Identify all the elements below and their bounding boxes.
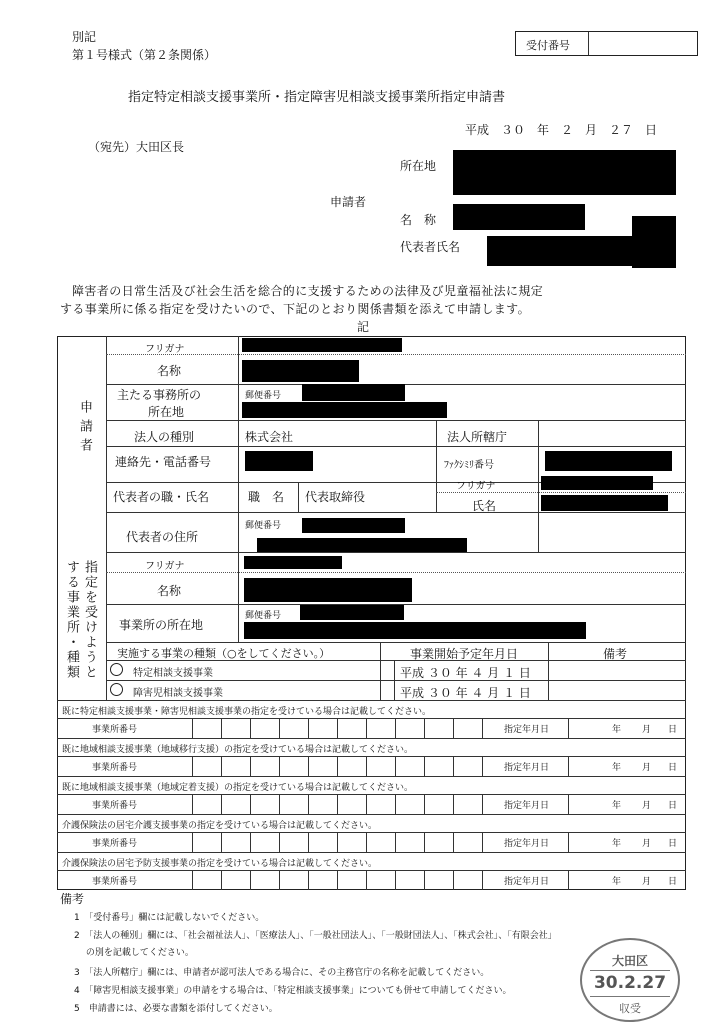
prior-digit-cell <box>221 756 222 776</box>
redacted-rep-postal <box>302 518 405 533</box>
prior-office-no-label: 事業所番号 <box>92 725 138 735</box>
prior-cell-divider <box>192 794 193 814</box>
intro-line-2: する事業所に係る指定を受けたいので、下記のとおり関係書類を添えて申請します。 <box>60 302 531 316</box>
submission-date: 平成 ３０ 年 ２ 月 ２７ 日 <box>465 123 658 137</box>
redacted-main-office <box>242 402 447 418</box>
contact-label: 連絡先・電話番号 <box>115 455 212 469</box>
prior-digit-cell <box>453 718 454 738</box>
prior-row-border <box>57 776 686 777</box>
notes-title: 備考 <box>60 892 85 906</box>
prior-digit-cell <box>279 870 280 890</box>
location-label: 所在地 <box>400 159 437 173</box>
prior-digit-cell <box>337 756 338 776</box>
prior-digit-cell <box>424 832 425 852</box>
prior-digit-cell <box>250 794 251 814</box>
prior-digit-cell <box>279 794 280 814</box>
prior-designated-label: 指定年月日 <box>504 725 550 735</box>
prior-day-label: 日 <box>668 877 678 887</box>
prior-row-border <box>57 814 686 815</box>
prior-office-no-label: 事業所番号 <box>92 877 138 887</box>
prior-day-label: 日 <box>668 725 678 735</box>
prior-note: 介護保険法の居宅介護支援事業の指定を受けている場合は記載してください。 <box>62 821 378 831</box>
prior-digit-cell <box>221 870 222 890</box>
applicant-side-label: 申請者 <box>77 400 92 457</box>
prior-row-border <box>57 738 686 739</box>
prior-cell-divider <box>192 870 193 890</box>
prior-digit-cell <box>250 870 251 890</box>
prior-year-label: 年 <box>612 725 622 735</box>
prior-digit-cell <box>366 794 367 814</box>
prior-digit-cell <box>453 794 454 814</box>
note-4: 4 「障害児相談支援事業」の申請をする場合は、「特定相談支援事業」についても併せて申請してください。 <box>74 986 512 996</box>
prior-month-label: 月 <box>642 725 652 735</box>
redacted-office-name <box>244 578 412 602</box>
office-side-label-b: する事業所・種類 <box>64 560 79 680</box>
prior-designated-label: 指定年月日 <box>504 801 550 811</box>
prior-row-divider <box>57 756 686 757</box>
rep-title-label: 代表者の職・氏名 <box>113 490 210 504</box>
receipt-stamp <box>580 938 680 1022</box>
prior-office-no-label: 事業所番号 <box>92 801 138 811</box>
corp-type-value: 株式会社 <box>245 430 294 444</box>
prior-digit-cell <box>482 756 483 776</box>
rep-address-label: 代表者の住所 <box>126 530 199 544</box>
prior-digit-cell <box>424 794 425 814</box>
service-1-circle[interactable] <box>110 663 123 676</box>
prior-digit-cell <box>308 870 309 890</box>
prior-digit-cell <box>337 832 338 852</box>
prior-row-divider <box>57 832 686 833</box>
prior-digit-cell <box>453 870 454 890</box>
prior-digit-cell <box>308 718 309 738</box>
prior-date-divider <box>568 870 569 890</box>
corp-authority-label: 法人所轄庁 <box>447 430 508 444</box>
service-2-name: 障害児相談支援事業 <box>133 688 223 699</box>
redacted-furigana <box>242 338 402 352</box>
prior-year-label: 年 <box>612 801 622 811</box>
receipt-number-box <box>515 31 698 56</box>
office-name-label: 名称 <box>157 584 182 598</box>
postal-label: 郵便番号 <box>245 391 282 401</box>
position-value: 代表取締役 <box>305 490 366 504</box>
redacted-name <box>453 204 585 230</box>
office-furigana-label: フリガナ <box>145 561 185 572</box>
main-office-label: 主たる事務所の <box>117 388 202 402</box>
prior-digit-cell <box>395 794 396 814</box>
name-label: 名 称 <box>400 213 437 227</box>
redacted-location <box>453 150 676 195</box>
prior-month-label: 月 <box>642 877 652 887</box>
rep-postal-label: 郵便番号 <box>245 521 282 531</box>
prior-date-divider <box>568 794 569 814</box>
stamp-date: 30.2.27 <box>593 973 667 993</box>
prior-digit-cell <box>482 832 483 852</box>
prior-digit-cell <box>279 756 280 776</box>
prior-office-no-label: 事業所番号 <box>92 763 138 773</box>
note-5: 5 申請書には、必要な書類を添付してください。 <box>74 1004 278 1014</box>
furigana-label: フリガナ <box>145 344 185 355</box>
prior-row-divider <box>57 794 686 795</box>
prior-digit-cell <box>482 794 483 814</box>
prior-digit-cell <box>482 718 483 738</box>
redacted-office-location <box>244 622 586 639</box>
corp-type-label: 法人の種別 <box>134 430 195 444</box>
intro-line-1: 障害者の日常生活及び社会生活を総合的に支援するための法律及び児童福祉法に規定 <box>72 284 544 298</box>
note-3: 3 「法人所轄庁」欄には、申請者が認可法人である場合に、その主務官庁の名称を記載してください。 <box>74 968 490 978</box>
prior-digit-cell <box>250 756 251 776</box>
prior-digit-cell <box>308 832 309 852</box>
prior-digit-cell <box>337 870 338 890</box>
prior-date-divider <box>568 718 569 738</box>
prior-office-no-label: 事業所番号 <box>92 839 138 849</box>
representative-label: 代表者氏名 <box>400 240 461 254</box>
prior-digit-cell <box>337 794 338 814</box>
rep-furigana-label: フリガナ <box>456 481 496 492</box>
services-header: 実施する事業の種類（○をしてください。） <box>117 647 331 660</box>
annex-label: 別記 <box>72 30 97 44</box>
position-label: 職 名 <box>248 490 285 504</box>
prior-date-divider <box>568 832 569 852</box>
prior-cell-divider <box>192 832 193 852</box>
service-2-circle[interactable] <box>110 683 123 696</box>
prior-digit-cell <box>250 718 251 738</box>
prior-digit-cell <box>395 718 396 738</box>
prior-year-label: 年 <box>612 839 622 849</box>
office-location-label: 事業所の所在地 <box>119 618 204 632</box>
redacted-org-name <box>242 360 359 382</box>
office-side-label-a: 指定を受けようと <box>82 560 97 680</box>
prior-digit-cell <box>395 870 396 890</box>
ki-label: 記 <box>357 320 370 334</box>
rep-name-label: 氏名 <box>472 499 497 513</box>
prior-digit-cell <box>366 756 367 776</box>
prior-digit-cell <box>366 870 367 890</box>
prior-year-label: 年 <box>612 763 622 773</box>
prior-date-divider <box>568 756 569 776</box>
prior-day-label: 日 <box>668 763 678 773</box>
prior-digit-cell <box>308 794 309 814</box>
redacted-representative <box>487 236 635 266</box>
redacted-rep-furigana <box>541 476 653 490</box>
note-1: 1 「受付番号」欄には記載しないでください。 <box>74 913 265 923</box>
fax-label: ﾌｧｸｼﾐﾘ番号 <box>444 460 494 471</box>
redacted-office-postal <box>300 605 404 620</box>
redacted-postal <box>302 384 405 401</box>
prior-digit-cell <box>250 832 251 852</box>
prior-digit-cell <box>424 870 425 890</box>
stamp-bottom: 収受 <box>619 1002 641 1015</box>
prior-year-label: 年 <box>612 877 622 887</box>
prior-month-label: 月 <box>642 801 652 811</box>
redacted-rep-address <box>257 538 467 552</box>
note-2-cont: の別を記載してください。 <box>74 948 194 958</box>
prior-note: 既に特定相談支援事業・障害児相談支援事業の指定を受けている場合は記載してください。 <box>62 707 432 717</box>
prior-digit-cell <box>424 718 425 738</box>
prior-digit-cell <box>482 870 483 890</box>
redacted-phone <box>245 451 313 471</box>
service-2-start: 平成 ３０ 年 ４ 月 １ 日 <box>400 686 531 700</box>
redacted-seal <box>632 216 676 268</box>
prior-designated-label: 指定年月日 <box>504 877 550 887</box>
org-name-label: 名称 <box>157 364 182 378</box>
prior-row-border <box>57 852 686 853</box>
prior-digit-cell <box>221 794 222 814</box>
prior-row-divider <box>57 718 686 719</box>
prior-designated-label: 指定年月日 <box>504 839 550 849</box>
service-1-start: 平成 ３０ 年 ４ 月 １ 日 <box>400 666 531 680</box>
prior-note: 介護保険法の居宅予防支援事業の指定を受けている場合は記載してください。 <box>62 859 378 869</box>
applicant-label: 申請者 <box>330 195 367 209</box>
prior-digit-cell <box>453 832 454 852</box>
redacted-office-furigana <box>244 556 342 569</box>
prior-digit-cell <box>453 756 454 776</box>
service-1-name: 特定相談支援事業 <box>133 668 213 679</box>
prior-digit-cell <box>308 756 309 776</box>
redacted-fax <box>545 451 672 471</box>
prior-month-label: 月 <box>642 763 652 773</box>
prior-digit-cell <box>395 756 396 776</box>
prior-cell-divider <box>192 718 193 738</box>
prior-digit-cell <box>279 832 280 852</box>
prior-digit-cell <box>337 718 338 738</box>
form-title: 指定特定相談支援事業所・指定障害児相談支援事業所指定申請書 <box>128 90 506 105</box>
remarks-header: 備考 <box>603 647 628 661</box>
prior-digit-cell <box>221 718 222 738</box>
start-date-header: 事業開始予定年月日 <box>410 647 519 661</box>
redacted-rep-name <box>541 495 668 511</box>
prior-day-label: 日 <box>668 839 678 849</box>
prior-designated-label: 指定年月日 <box>504 763 550 773</box>
note-2: 2 「法人の種別」欄には、「社会福祉法人」、「医療法人」、「一般社団法人」、「一般財団法人」、「株式会社」、「有限会社」 <box>74 931 557 941</box>
prior-note: 既に地域相談支援事業（地域定着支援）の指定を受けている場合は記載してください。 <box>62 783 414 793</box>
receipt-number-label: 受付番号 <box>526 39 570 52</box>
stamp-top: 大田区 <box>611 954 648 968</box>
prior-digit-cell <box>395 832 396 852</box>
prior-note: 既に地域相談支援事業（地域移行支援）の指定を受けている場合は記載してください。 <box>62 745 414 755</box>
prior-digit-cell <box>366 718 367 738</box>
addressee: （宛先）大田区長 <box>88 140 185 154</box>
prior-month-label: 月 <box>642 839 652 849</box>
prior-row-divider <box>57 870 686 871</box>
office-postal-label: 郵便番号 <box>245 611 282 621</box>
prior-cell-divider <box>192 756 193 776</box>
prior-digit-cell <box>221 832 222 852</box>
main-office-label-2: 所在地 <box>148 405 185 419</box>
prior-day-label: 日 <box>668 801 678 811</box>
prior-digit-cell <box>279 718 280 738</box>
form-number: 第１号様式（第２条関係） <box>72 48 217 62</box>
prior-digit-cell <box>424 756 425 776</box>
prior-digit-cell <box>366 832 367 852</box>
